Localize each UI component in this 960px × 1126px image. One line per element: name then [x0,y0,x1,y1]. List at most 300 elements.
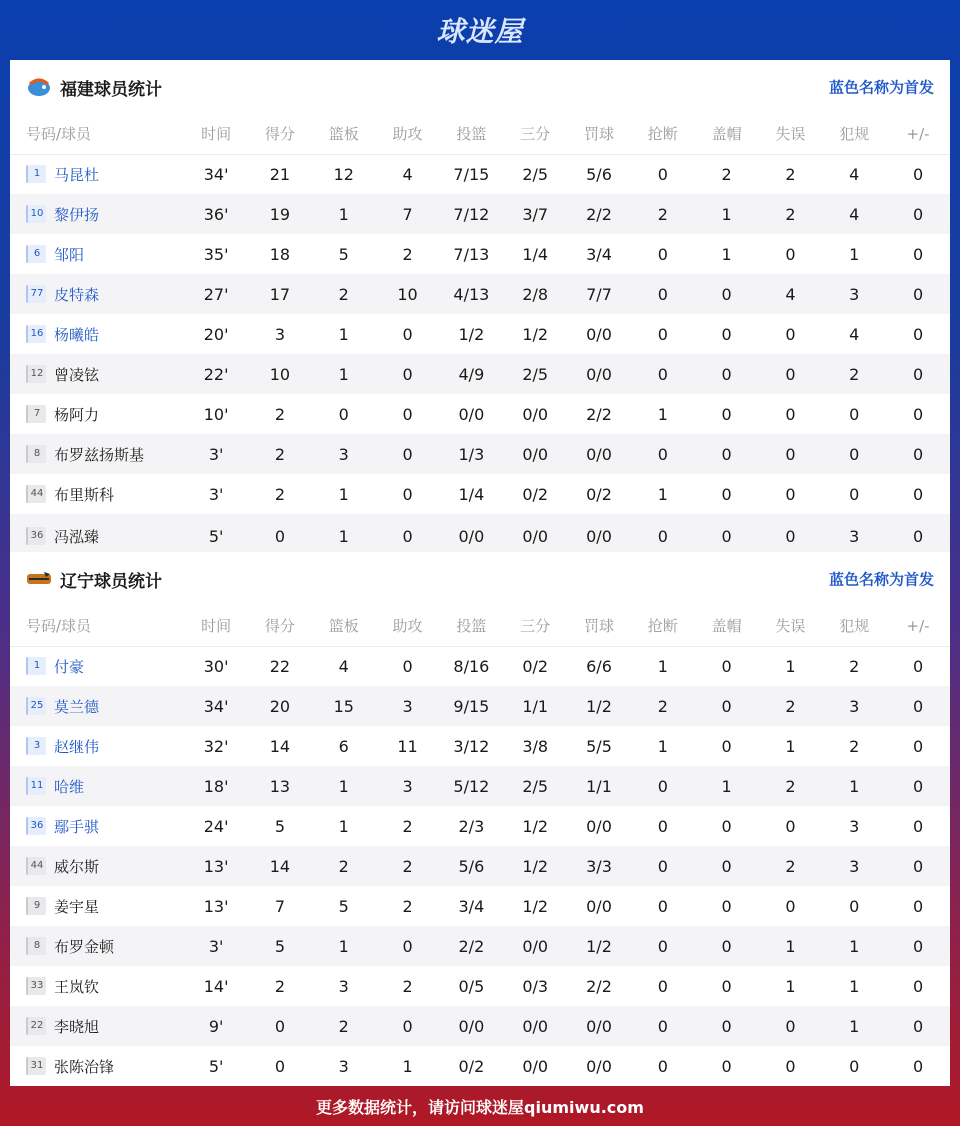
table-row [10,474,950,514]
table-row [10,394,950,434]
stat-cell: 12 [333,164,354,184]
stat-cell: 10 [376,274,440,314]
stat-cell: 0 [657,324,668,344]
stat-cell: 0 [402,656,413,676]
stat-cell: 0 [657,896,668,916]
stat-cell: 0 [912,484,924,504]
stat-cell: 13' [203,896,229,916]
stat-cell: 0 [785,896,796,916]
stat-cell: 1/2 [567,686,631,726]
stat-cell: 0 [695,1006,759,1046]
stat-cell: 3' [208,484,224,504]
stat-cell: 0 [657,1056,668,1076]
stat-cell: 7/13 [453,244,490,264]
team-card-fujian [10,60,950,552]
stat-cell: 2 [631,686,695,726]
stat-cell: 2 [402,976,413,996]
stat-cell: 0 [631,434,695,474]
stat-cell: 0/0 [567,354,631,394]
column-header: +/- [886,606,950,646]
stat-cell: 0 [886,846,950,886]
stat-cell: 2 [248,434,312,474]
stat-cell: 14 [269,736,291,756]
stat-cell: 30' [203,656,229,676]
stat-cell: 0 [912,244,924,264]
table-header-row [10,606,950,646]
stat-cell: 0/0 [503,926,567,966]
column-header: 抢断 [631,114,695,154]
jersey-number-badge: 1 [26,165,46,183]
stat-cell: 2 [759,846,823,886]
footer-banner[interactable]: 更多数据统计，请访问球迷屋qiumiwu.com [316,1097,644,1117]
player-cell [10,154,184,194]
stat-cell: 1 [785,976,796,996]
player-cell [10,1006,184,1046]
stat-cell: 5 [338,244,349,264]
player-cell [10,646,184,686]
stat-cell: 0 [785,1056,796,1076]
stat-cell: 1/2 [522,324,549,344]
stat-cell: 3 [822,274,886,314]
jersey-number-badge: 33 [26,977,46,995]
stat-cell: 3 [822,686,886,726]
stat-cell: 1 [312,514,376,558]
stat-cell: 1 [312,354,376,394]
player-name[interactable]: 莫兰德 [54,697,100,716]
stat-cell: 22' [184,354,248,394]
jersey-number-badge: 44 [26,857,46,875]
starter-legend: 蓝色名称为首发 [828,78,934,97]
jersey-number-badge: 11 [26,777,46,795]
column-header: 失误 [759,114,823,154]
stat-cell: 0 [631,926,695,966]
stat-cell: 0 [657,816,668,836]
stat-cell: 1 [312,766,376,806]
stat-cell: 0 [376,514,440,558]
stat-cell: 1 [312,926,376,966]
stat-cell: 6 [338,736,349,756]
table-body [10,646,950,1086]
stat-cell: 1 [822,1006,886,1046]
jersey-number-badge: 7 [26,405,46,423]
stat-cell: 0 [695,354,759,394]
player-cell [10,766,184,806]
stat-cell: 0 [721,324,732,344]
stat-cell: 0 [822,434,886,474]
stat-cell: 2 [376,846,440,886]
stat-cell: 5/6 [586,164,612,184]
stat-cell: 3/3 [567,846,631,886]
stat-cell: 0/5 [458,976,485,996]
stat-cell: 2 [312,274,376,314]
column-header-player: 号码/球员 [10,606,184,646]
stat-cell: 0 [376,926,440,966]
column-header: 罚球 [567,606,631,646]
team-title: 福建球员统计 [60,79,162,100]
stat-cell: 0 [785,324,796,344]
stat-cell: 2/5 [503,354,567,394]
stat-cell: 0/2 [522,656,549,676]
player-name[interactable]: 皮特森 [54,285,100,304]
player-stats-table [10,606,950,1086]
stat-cell: 0 [721,404,732,424]
table-row [10,314,950,354]
stat-cell: 2 [759,686,823,726]
stat-cell: 0 [402,404,413,424]
stat-cell: 0 [886,514,950,558]
stat-cell: 4 [338,656,349,676]
team-title: 辽宁球员统计 [60,571,162,592]
jersey-number-badge: 8 [26,937,46,955]
stat-cell: 0/0 [458,404,485,424]
player-cell [10,686,184,726]
stat-cell: 0/2 [586,484,612,504]
stat-cell: 0 [695,686,759,726]
player-name[interactable]: 哈维 [54,777,85,796]
stat-cell: 2/8 [503,274,567,314]
stat-cell: 0 [912,404,924,424]
stat-cell: 0 [695,926,759,966]
stat-cell: 2 [402,896,413,916]
table-row [10,886,950,926]
table-row [10,234,950,274]
stat-cell: 21 [269,164,291,184]
player-cell [10,846,184,886]
stat-cell: 0/0 [567,514,631,558]
player-cell [10,234,184,274]
column-header: 罚球 [567,114,631,154]
stat-cell: 5 [248,926,312,966]
stat-cell: 0 [695,514,759,558]
player-cell [10,394,184,434]
column-header: 三分 [503,606,567,646]
column-header: 盖帽 [695,114,759,154]
stat-cell: 4 [849,324,860,344]
column-header: 犯规 [822,606,886,646]
stat-cell: 2 [822,354,886,394]
player-name[interactable]: 鄢手骐 [54,817,100,836]
stat-cell: 0/0 [439,1006,503,1046]
stat-cell: 19 [248,194,312,234]
stat-cell: 2/2 [567,194,631,234]
stat-cell: 1/2 [522,816,549,836]
stat-cell: 3/8 [522,736,549,756]
stat-cell: 0 [912,164,924,184]
player-name: 李晓旭 [54,1017,100,1036]
stat-cell: 5 [338,896,349,916]
team-card-liaoning [10,552,950,1086]
stat-cell: 2/2 [439,926,503,966]
stat-cell: 0 [912,1056,924,1076]
jersey-number-badge: 16 [26,325,46,343]
stat-cell: 0/0 [439,514,503,558]
column-header: 投篮 [439,114,503,154]
stat-cell: 0 [721,484,732,504]
stat-cell: 0/0 [522,404,549,424]
stat-cell: 0 [912,896,924,916]
player-cell [10,274,184,314]
stat-cell: 4/9 [439,354,503,394]
stat-cell: 14' [203,976,229,996]
stat-cell: 5 [274,816,286,836]
table-row [10,1006,950,1046]
stat-cell: 2 [631,194,695,234]
stat-cell: 0 [695,846,759,886]
stat-cell: 0 [886,766,950,806]
stat-cell: 2 [785,164,796,184]
stat-cell: 7 [274,896,286,916]
stat-cell: 0 [274,1056,286,1076]
stat-cell: 2 [274,484,286,504]
table-row [10,154,950,194]
stat-cell: 0 [657,164,668,184]
stat-cell: 2 [721,164,732,184]
stat-cell: 3 [338,976,349,996]
stat-cell: 3' [184,434,248,474]
table-row [10,434,950,474]
stat-cell: 17 [248,274,312,314]
stat-cell: 1 [338,484,349,504]
stat-cell: 5/5 [586,736,612,756]
stat-cell: 0 [721,976,732,996]
stat-cell: 22 [269,656,291,676]
jersey-number-badge: 10 [26,205,46,223]
table-row [10,926,950,966]
stat-cell: 0 [886,194,950,234]
stat-cell: 0/0 [586,324,612,344]
stat-cell: 0 [886,434,950,474]
stat-cell: 1/3 [439,434,503,474]
table-row [10,846,950,886]
stat-cell: 0 [886,686,950,726]
table-header-row [10,114,950,154]
stat-cell: 32' [203,736,229,756]
column-header: 篮板 [312,606,376,646]
jersey-number-badge: 31 [26,1057,46,1075]
column-header: 得分 [248,114,312,154]
column-header: 抢断 [631,606,695,646]
player-cell [10,806,184,846]
stat-cell: 1 [849,976,860,996]
stat-cell: 2 [402,244,413,264]
stat-cell: 0/2 [522,484,549,504]
player-name: 姜宇星 [54,897,100,916]
stat-cell: 3/4 [586,244,612,264]
stat-cell: 0 [759,354,823,394]
stat-cell: 34' [203,164,229,184]
stat-cell: 4 [402,164,413,184]
stat-cell: 5' [208,1056,224,1076]
stat-cell: 1/2 [503,846,567,886]
stat-cell: 2/2 [586,404,612,424]
player-name: 威尔斯 [54,857,100,876]
stat-cell: 4 [759,274,823,314]
stat-cell: 1/2 [567,926,631,966]
stat-cell: 0 [785,404,796,424]
jersey-number-badge: 1 [26,657,46,675]
stat-cell: 8/16 [453,656,490,676]
stat-cell: 0 [721,1056,732,1076]
stat-cell: 1/4 [458,484,485,504]
table-body [10,154,950,558]
stat-cell: 0/0 [567,434,631,474]
stat-cell: 3' [184,926,248,966]
stat-cell: 1 [822,766,886,806]
stat-cell: 2/3 [458,816,485,836]
stat-cell: 2/2 [586,976,612,996]
stat-cell: 27' [184,274,248,314]
stat-cell: 0 [785,816,796,836]
stat-cell: 0 [912,324,924,344]
stat-cell: 2 [274,976,286,996]
player-cell [10,966,184,1006]
stat-cell: 1/1 [503,686,567,726]
stat-cell: 1 [657,484,668,504]
stat-cell: 7/12 [439,194,503,234]
stat-cell: 3 [338,1056,349,1076]
stat-cell: 11 [397,736,418,756]
stat-cell: 3 [312,434,376,474]
stat-cell: 0 [631,514,695,558]
stat-cell: 0 [849,484,860,504]
stat-cell: 2 [402,816,413,836]
stat-cell: 3 [822,514,886,558]
stat-cell: 24' [203,816,229,836]
stat-cell: 0 [376,434,440,474]
stat-cell: 0/0 [586,896,612,916]
stat-cell: 0 [376,354,440,394]
stat-cell: 0 [248,1006,312,1046]
table-row [10,726,950,766]
starter-legend: 蓝色名称为首发 [828,570,934,589]
player-name[interactable]: 邹阳 [54,245,85,264]
player-cell [10,1046,184,1086]
jersey-number-badge: 77 [26,285,46,303]
jersey-number-badge: 9 [26,897,46,915]
stat-cell: 1 [657,404,668,424]
column-header: +/- [886,114,950,154]
stat-cell: 0/3 [522,976,549,996]
column-header: 助攻 [376,606,440,646]
player-cell [10,314,184,354]
player-name[interactable]: 付豪 [54,657,85,676]
player-name: 张陈治锋 [54,1057,115,1076]
stat-cell: 0 [849,1056,860,1076]
player-name[interactable]: 赵继伟 [54,737,100,756]
stat-cell: 0 [376,1006,440,1046]
stat-cell: 20' [203,324,229,344]
stat-cell: 14 [248,846,312,886]
stat-cell: 0 [886,926,950,966]
stat-cell: 0 [759,514,823,558]
table-row [10,966,950,1006]
stat-cell: 0 [721,736,732,756]
stat-cell: 0 [912,656,924,676]
stat-cell: 7 [376,194,440,234]
stat-cell: 1 [849,244,860,264]
player-cell [10,194,184,234]
player-name[interactable]: 杨曦皓 [54,325,100,344]
stat-cell: 0 [849,404,860,424]
stat-cell: 5/6 [439,846,503,886]
stat-cell: 13 [248,766,312,806]
table-row [10,686,950,726]
player-name: 冯泓臻 [54,527,100,546]
jersey-number-badge: 6 [26,245,46,263]
stat-cell: 0/0 [503,1006,567,1046]
team-logo-icon [26,568,52,590]
stat-cell: 1 [695,194,759,234]
table-row [10,354,950,394]
stat-cell: 4/13 [439,274,503,314]
stat-cell: 0/0 [522,1056,549,1076]
jersey-number-badge: 36 [26,817,46,835]
stat-cell: 1 [721,244,732,264]
stat-cell: 0/0 [503,434,567,474]
stat-cell: 15 [312,686,376,726]
stat-cell: 0/0 [586,816,612,836]
stat-cell: 4 [849,164,860,184]
jersey-number-badge: 25 [26,697,46,715]
stat-cell: 1 [822,926,886,966]
stat-cell: 2 [312,1006,376,1046]
stat-cell: 1 [695,766,759,806]
column-header: 时间 [184,606,248,646]
stat-cell: 0 [721,816,732,836]
stat-cell: 1 [402,1056,413,1076]
stat-cell: 2 [849,656,860,676]
stat-cell: 1 [312,194,376,234]
stat-cell: 18' [184,766,248,806]
table-row [10,646,950,686]
stat-cell: 4 [822,194,886,234]
stat-cell: 35' [203,244,229,264]
stat-cell: 3/7 [503,194,567,234]
stat-cell: 0 [759,434,823,474]
stat-cell: 0 [695,434,759,474]
stat-cell: 1 [759,926,823,966]
stat-cell: 13' [184,846,248,886]
player-cell [10,926,184,966]
table-row [10,1046,950,1086]
stat-cell: 0 [912,816,924,836]
stat-cell: 2 [759,766,823,806]
stat-cell: 1 [785,656,796,676]
stat-cell: 3 [822,846,886,886]
stat-cell: 34' [184,686,248,726]
stat-cell: 0/2 [458,1056,485,1076]
stat-cell: 2 [274,404,286,424]
team-header [10,552,950,606]
stat-cell: 0 [721,896,732,916]
stat-cell: 9' [184,1006,248,1046]
stat-cell: 0 [912,976,924,996]
stat-cell: 2/5 [503,766,567,806]
stat-cell: 0/0 [586,1056,612,1076]
stat-cell: 0 [886,354,950,394]
stat-cell: 0 [402,324,413,344]
jersey-number-badge: 3 [26,737,46,755]
stat-cell: 0 [912,736,924,756]
player-cell [10,726,184,766]
stat-cell: 0 [785,484,796,504]
player-name[interactable]: 马昆杜 [54,165,100,184]
player-name[interactable]: 黎伊扬 [54,205,100,224]
jersey-number-badge: 8 [26,445,46,463]
stat-cell: 1/2 [522,896,549,916]
stat-cell: 0 [657,244,668,264]
stat-cell: 0 [759,1006,823,1046]
